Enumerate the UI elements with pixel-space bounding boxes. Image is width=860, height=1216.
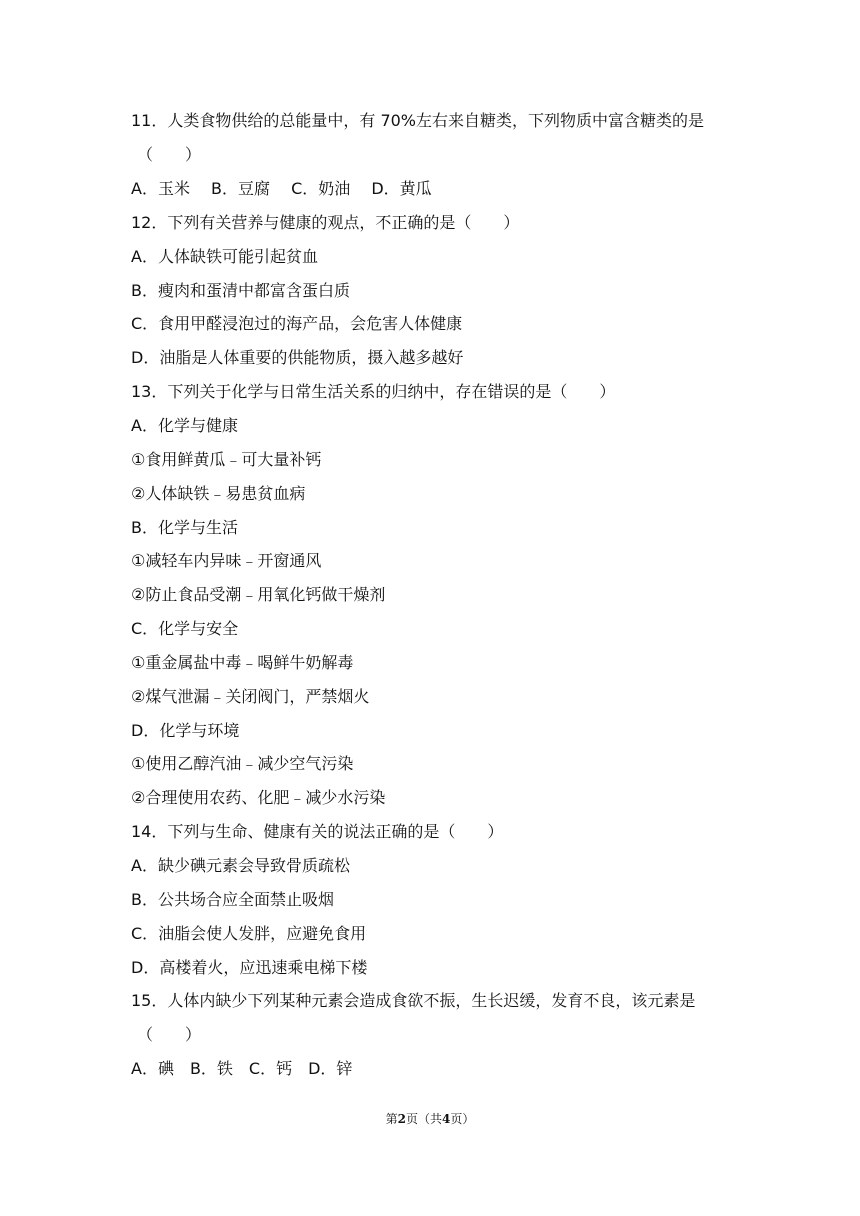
q14-option-d: D．高楼着火，应迅速乘电梯下楼 <box>131 958 368 977</box>
q13-option-a-title: A．化学与健康 <box>131 416 238 435</box>
q13-option-b-item-2: ②防止食品受潮﹣用氧化钙做干燥剂 <box>131 585 386 604</box>
q14-option-c: C．油脂会使人发胖，应避免食用 <box>131 924 367 943</box>
q13-option-c-item-1: ①重金属盐中毒﹣喝鲜牛奶解毒 <box>131 653 354 672</box>
footer-prefix: 第 <box>385 1112 398 1126</box>
q13-option-d-title: D．化学与环境 <box>131 721 240 740</box>
q14-option-a: A．缺少碘元素会导致骨质疏松 <box>131 856 350 875</box>
footer-middle: 页（共 <box>405 1112 442 1126</box>
q13-option-b-title: B．化学与生活 <box>131 518 238 537</box>
q11-options: A．玉米 B．豆腐 C．奶油 D．黄瓜 <box>131 179 432 198</box>
q12-stem: 12．下列有关营养与健康的观点，不正确的是（ ） <box>131 213 520 232</box>
q12-option-c: C．食用甲醛浸泡过的海产品，会危害人体健康 <box>131 314 463 333</box>
q12-option-a: A．人体缺铁可能引起贫血 <box>131 247 318 266</box>
q15-stem: 15．人体内缺少下列某种元素会造成食欲不振，生长迟缓，发育不良，该元素是 <box>131 991 696 1010</box>
q13-option-a-item-2: ②人体缺铁﹣易患贫血病 <box>131 484 306 503</box>
q13-option-a-item-1: ①食用鲜黄瓜﹣可大量补钙 <box>131 450 322 469</box>
footer-suffix: 页） <box>450 1112 475 1126</box>
footer-total-pages: 4 <box>442 1112 451 1126</box>
q11-answer-paren: （ ） <box>137 145 202 164</box>
page-footer <box>0 1110 860 1127</box>
q13-stem: 13．下列关于化学与日常生活关系的归纳中，存在错误的是（ ） <box>131 382 616 401</box>
q15-options: A．碘 B．铁 C．钙 D．锌 <box>131 1059 353 1078</box>
q12-option-b: B．瘦肉和蛋清中都富含蛋白质 <box>131 281 350 300</box>
q14-stem: 14．下列与生命、健康有关的说法正确的是（ ） <box>131 822 504 841</box>
q12-option-d: D．油脂是人体重要的供能物质，摄入越多越好 <box>131 348 464 367</box>
q11-stem: 11．人类食物供给的总能量中，有 70%左右来自糖类，下列物质中富含糖类的是 <box>131 111 705 130</box>
q13-option-d-item-2: ②合理使用农药、化肥﹣减少水污染 <box>131 788 386 807</box>
q15-answer-paren: （ ） <box>137 1025 202 1044</box>
q13-option-d-item-1: ①使用乙醇汽油﹣减少空气污染 <box>131 754 354 773</box>
q13-option-c-item-2: ②煤气泄漏﹣关闭阀门，严禁烟火 <box>131 687 370 706</box>
q14-option-b: B．公共场合应全面禁止吸烟 <box>131 890 334 909</box>
q13-option-c-title: C．化学与安全 <box>131 619 239 638</box>
q13-option-b-item-1: ①减轻车内异味﹣开窗通风 <box>131 551 322 570</box>
footer-page-number: 2 <box>397 1112 406 1126</box>
